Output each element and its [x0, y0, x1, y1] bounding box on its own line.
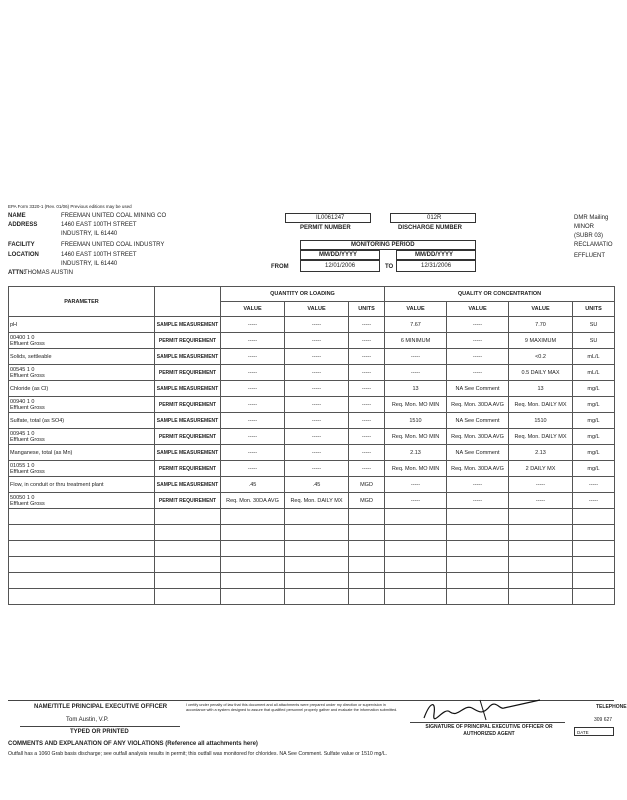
permittee-address2: INDUSTRY, IL 61440 — [61, 231, 118, 237]
measurement-cell: ----- — [285, 317, 349, 333]
sample-measurement-label: SAMPLE MEASUREMENT — [155, 317, 221, 333]
parameter-location: Effluent Gross — [10, 500, 45, 507]
parameter-name: Manganese, total (as Mn) — [9, 445, 155, 461]
measurement-cell: ----- — [447, 477, 509, 493]
blank-cell — [349, 589, 385, 605]
blank-cell — [349, 525, 385, 541]
requirement-cell: ----- — [349, 397, 385, 413]
signature-image — [420, 696, 560, 722]
blank-row — [9, 525, 615, 541]
blank-row — [9, 589, 615, 605]
table-row — [9, 397, 615, 413]
measurement-cell: mg/L — [573, 445, 615, 461]
address-label: ADDRESS — [8, 222, 38, 228]
facility-name: FREEMAN UNITED COAL INDUSTRY — [61, 242, 165, 248]
table-row — [9, 333, 615, 349]
facility-label: FACILITY — [8, 242, 35, 248]
table-row — [9, 381, 615, 397]
blank-cell — [447, 525, 509, 541]
parameter-code: 01055 1 0 — [10, 462, 35, 469]
blank-cell — [221, 525, 285, 541]
blank-cell — [385, 589, 447, 605]
parameter-location: Effluent Gross — [10, 468, 45, 475]
parameter-code: 00545 1 0 — [10, 366, 35, 373]
requirement-cell: ----- — [285, 461, 349, 477]
officer-label: NAME/TITLE PRINCIPAL EXECUTIVE OFFICER — [34, 704, 168, 710]
table-row — [9, 429, 615, 445]
monitoring-period-title: MONITORING PERIOD — [351, 242, 415, 248]
blank-cell — [349, 573, 385, 589]
comments-text: Outfall has a 1060 Grab basis discharge; see outfall analysis results in permit; this outfall was monitored for chlorides. NA See Comment. Sulfate value or 1510 mg/L. — [8, 751, 388, 757]
blank-cell — [573, 541, 615, 557]
requirement-cell: ----- — [349, 365, 385, 381]
permit-requirement-label: PERMIT REQUIREMENT — [155, 461, 221, 477]
blank-cell — [509, 557, 573, 573]
requirement-cell: ----- — [285, 365, 349, 381]
permit-number-box — [285, 213, 371, 223]
parameter-code-cell — [9, 461, 155, 477]
table-body — [9, 317, 615, 605]
to-date-box — [396, 260, 476, 272]
measurement-cell: 7.67 — [385, 317, 447, 333]
measurement-cell: ----- — [221, 317, 285, 333]
blank-cell — [155, 589, 221, 605]
requirement-cell: Req. Mon. DAILY MX — [285, 493, 349, 509]
measurement-cell: ----- — [221, 381, 285, 397]
certification-text: I certify under penalty of law that this document and all attachments were prepared under my direction or supervision in accordance with a system designed to assure that qualified personnel properly gather and evaluate the information submitted. — [186, 703, 398, 712]
measurement-cell: mg/L — [573, 381, 615, 397]
blank-cell — [9, 573, 155, 589]
sample-measurement-label: SAMPLE MEASUREMENT — [155, 413, 221, 429]
requirement-cell: ----- — [285, 429, 349, 445]
table-row — [9, 413, 615, 429]
blank-cell — [385, 557, 447, 573]
measurement-cell: ----- — [349, 445, 385, 461]
blank-cell — [155, 573, 221, 589]
signature-line — [410, 722, 565, 723]
requirement-cell: ----- — [447, 365, 509, 381]
blank-cell — [285, 541, 349, 557]
permit-number: IL0061247 — [316, 215, 345, 221]
blank-cell — [285, 557, 349, 573]
requirement-cell: ----- — [447, 333, 509, 349]
signature-label: SIGNATURE OF PRINCIPAL EXECUTIVE OFFICER OR AUTHORIZED AGENT — [425, 724, 553, 737]
blank-cell — [221, 509, 285, 525]
blank-cell — [385, 541, 447, 557]
measurement-cell: ----- — [385, 349, 447, 365]
blank-row — [9, 573, 615, 589]
blank-cell — [447, 573, 509, 589]
permit-number-label: PERMIT NUMBER — [300, 225, 351, 231]
parameter-location: Effluent Gross — [10, 340, 45, 347]
blank-cell — [573, 525, 615, 541]
blank-cell — [447, 589, 509, 605]
parameter-location: Effluent Gross — [10, 404, 45, 411]
requirement-cell: ----- — [221, 397, 285, 413]
measurement-cell: ----- — [285, 413, 349, 429]
measurement-cell: NA See Comment — [447, 445, 509, 461]
blank-cell — [509, 509, 573, 525]
blank-cell — [447, 509, 509, 525]
header-qty-units: UNITS — [349, 302, 385, 317]
blank-cell — [155, 509, 221, 525]
parameter-code: 00945 1 0 — [10, 430, 35, 437]
blank-cell — [221, 573, 285, 589]
measurement-cell: 13 — [509, 381, 573, 397]
header-quantity: QUANTITY OR LOADING — [221, 287, 385, 302]
location-label: LOCATION — [8, 252, 39, 258]
measurement-cell: ----- — [221, 349, 285, 365]
table-row — [9, 317, 615, 333]
name-label: NAME — [8, 213, 26, 219]
blank-cell — [349, 541, 385, 557]
blank-cell — [509, 589, 573, 605]
from-date: 12/01/2006 — [325, 263, 356, 269]
requirement-cell: 0.5 DAILY MAX — [509, 365, 573, 381]
measurement-cell: 1510 — [509, 413, 573, 429]
header-qual-units: UNITS — [573, 302, 615, 317]
from-format: MM/DD/YYYY — [319, 252, 358, 258]
blank-cell — [9, 541, 155, 557]
requirement-cell: Req. Mon. 30DA AVG — [447, 429, 509, 445]
blank-cell — [285, 573, 349, 589]
comments-label: COMMENTS AND EXPLANATION OF ANY VIOLATIONS (Reference all attachments here) — [8, 741, 258, 747]
date-box — [574, 727, 614, 736]
discharge-number-box — [390, 213, 476, 223]
measurement-cell: ----- — [573, 477, 615, 493]
blank-cell — [385, 509, 447, 525]
blank-cell — [221, 541, 285, 557]
permit-requirement-label: PERMIT REQUIREMENT — [155, 333, 221, 349]
from-format-box — [300, 250, 380, 260]
blank-cell — [573, 557, 615, 573]
blank-cell — [573, 589, 615, 605]
header-qty-value-1: VALUE — [221, 302, 285, 317]
from-date-box — [300, 260, 380, 272]
blank-cell — [9, 509, 155, 525]
requirement-cell: ----- — [285, 397, 349, 413]
sample-measurement-label: SAMPLE MEASUREMENT — [155, 477, 221, 493]
right-info-1: DMR Mailing — [574, 215, 609, 221]
blank-cell — [573, 573, 615, 589]
blank-cell — [221, 557, 285, 573]
right-info-5: EFFLUENT — [574, 253, 606, 259]
measurement-cell: ----- — [221, 445, 285, 461]
measurement-cell: ----- — [285, 445, 349, 461]
officer-line — [20, 726, 180, 727]
measurement-cell: mg/L — [573, 413, 615, 429]
blank-cell — [509, 541, 573, 557]
requirement-cell: Req. Mon. 30DA AVG — [447, 461, 509, 477]
blank-cell — [509, 525, 573, 541]
measurement-cell: ----- — [349, 413, 385, 429]
blank-cell — [155, 541, 221, 557]
measurement-cell: ----- — [509, 477, 573, 493]
sample-measurement-label: SAMPLE MEASUREMENT — [155, 349, 221, 365]
parameter-code: 50050 1 0 — [10, 494, 35, 501]
telephone-label: TELEPHONE — [596, 704, 627, 710]
blank-cell — [447, 541, 509, 557]
parameter-location: Effluent Gross — [10, 436, 45, 443]
officer-name: Tom Austin, V.P. — [66, 717, 109, 723]
blank-cell — [9, 557, 155, 573]
requirement-cell: Req. Mon. MO MIN — [385, 461, 447, 477]
attn-name: THOMAS AUSTIN — [24, 270, 74, 276]
requirement-cell: Req. Mon. 30DA AVG — [447, 397, 509, 413]
table-row — [9, 477, 615, 493]
parameter-code-cell — [9, 397, 155, 413]
measurement-cell: 1510 — [385, 413, 447, 429]
header-qual-value-3: VALUE — [509, 302, 573, 317]
requirement-cell: ----- — [221, 429, 285, 445]
measurement-cell: ----- — [385, 477, 447, 493]
permit-requirement-label: PERMIT REQUIREMENT — [155, 493, 221, 509]
requirement-cell: ----- — [385, 493, 447, 509]
measurement-cell: ----- — [447, 349, 509, 365]
requirement-cell: ----- — [349, 333, 385, 349]
parameter-code-cell — [9, 493, 155, 509]
blank-cell — [9, 525, 155, 541]
to-label: TO — [385, 264, 394, 270]
requirement-cell: mg/L — [573, 397, 615, 413]
requirement-cell: 2 DAILY MX — [509, 461, 573, 477]
blank-cell — [285, 509, 349, 525]
measurement-cell: NA See Comment — [447, 381, 509, 397]
requirement-cell: 9 MAXIMUM — [509, 333, 573, 349]
requirement-cell: SU — [573, 333, 615, 349]
requirement-cell: ----- — [385, 365, 447, 381]
measurement-cell: ----- — [349, 317, 385, 333]
measurement-cell: 2.13 — [509, 445, 573, 461]
parameter-code-cell — [9, 429, 155, 445]
requirement-cell: ----- — [221, 333, 285, 349]
right-info-4: RECLAMATIO — [574, 242, 613, 248]
measurement-cell: SU — [573, 317, 615, 333]
blank-cell — [509, 573, 573, 589]
measurement-cell: NA See Comment — [447, 413, 509, 429]
header-qty-value-2: VALUE — [285, 302, 349, 317]
blank-cell — [349, 509, 385, 525]
permit-requirement-label: PERMIT REQUIREMENT — [155, 365, 221, 381]
measurement-cell: ----- — [447, 317, 509, 333]
monitoring-period-title-box — [300, 240, 476, 250]
blank-cell — [9, 589, 155, 605]
permit-requirement-label: PERMIT REQUIREMENT — [155, 397, 221, 413]
parameter-code-cell — [9, 365, 155, 381]
blank-row — [9, 541, 615, 557]
measurement-cell: 13 — [385, 381, 447, 397]
attn-label: ATTN: — [8, 270, 26, 276]
to-format-box — [396, 250, 476, 260]
table-row — [9, 445, 615, 461]
right-info-2: MINOR — [574, 224, 594, 230]
parameter-code: 00940 1 0 — [10, 398, 35, 405]
permittee-address1: 1460 EAST 100TH STREET — [61, 222, 137, 228]
to-format: MM/DD/YYYY — [415, 252, 454, 258]
header-qual-value-1: VALUE — [385, 302, 447, 317]
table-row — [9, 461, 615, 477]
header-parameter: PARAMETER — [9, 287, 155, 317]
measurement-cell: ----- — [285, 349, 349, 365]
blank-row — [9, 557, 615, 573]
blank-cell — [573, 509, 615, 525]
requirement-cell: mL/L — [573, 365, 615, 381]
location-line1: 1460 EAST 100TH STREET — [61, 252, 137, 258]
parameter-name: Chloride (as Cl) — [9, 381, 155, 397]
table-row — [9, 365, 615, 381]
requirement-cell: Req. Mon. DAILY MX — [509, 429, 573, 445]
requirement-cell: 6 MINIMUM — [385, 333, 447, 349]
requirement-cell: mg/L — [573, 461, 615, 477]
measurement-cell: ----- — [221, 413, 285, 429]
requirement-cell: ----- — [573, 493, 615, 509]
blank-cell — [385, 573, 447, 589]
header-blank — [155, 287, 221, 317]
blank-cell — [385, 525, 447, 541]
requirement-cell: ----- — [349, 461, 385, 477]
measurement-cell: 7.70 — [509, 317, 573, 333]
phone-number: 309 627 — [594, 717, 613, 723]
measurement-cell: <0.2 — [509, 349, 573, 365]
measurement-cell: ----- — [349, 381, 385, 397]
measurement-cell: 2.13 — [385, 445, 447, 461]
measurement-cell: .45 — [221, 477, 285, 493]
requirement-cell: ----- — [447, 493, 509, 509]
measurement-cell: ----- — [285, 381, 349, 397]
right-info-3: (SUBR 03) — [574, 233, 604, 239]
blank-cell — [447, 557, 509, 573]
parameter-name: Flow, in conduit or thru treatment plant — [9, 477, 155, 493]
permittee-name: FREEMAN UNITED COAL MINING CO — [61, 213, 167, 219]
from-label: FROM — [271, 264, 289, 270]
dmr-table — [8, 286, 615, 605]
parameter-name: Solids, settleable — [9, 349, 155, 365]
requirement-cell: ----- — [221, 461, 285, 477]
date-label: DATE — [577, 730, 589, 735]
parameter-code-cell — [9, 333, 155, 349]
measurement-cell: .45 — [285, 477, 349, 493]
header-quality: QUALITY OR CONCENTRATION — [385, 287, 615, 302]
discharge-number-label: DISCHARGE NUMBER — [398, 225, 463, 231]
to-date: 12/31/2006 — [421, 263, 452, 269]
parameter-location: Effluent Gross — [10, 372, 45, 379]
requirement-cell: MGD — [349, 493, 385, 509]
permit-requirement-label: PERMIT REQUIREMENT — [155, 429, 221, 445]
typed-label: TYPED OR PRINTED — [70, 729, 129, 735]
blank-cell — [285, 525, 349, 541]
header-qual-value-2: VALUE — [447, 302, 509, 317]
requirement-cell: ----- — [221, 365, 285, 381]
parameter-name: pH — [9, 317, 155, 333]
discharge-number: 012R — [427, 215, 442, 221]
table-row — [9, 349, 615, 365]
sample-measurement-label: SAMPLE MEASUREMENT — [155, 381, 221, 397]
form-header: EPA Form 3320-1 (Rev. 01/06) Previous editions may be used — [8, 204, 132, 209]
requirement-cell: mg/L — [573, 429, 615, 445]
requirement-cell: Req. Mon. MO MIN — [385, 429, 447, 445]
measurement-cell: ----- — [349, 349, 385, 365]
requirement-cell: Req. Mon. 30DA AVG — [221, 493, 285, 509]
requirement-cell: Req. Mon. MO MIN — [385, 397, 447, 413]
blank-cell — [155, 557, 221, 573]
parameter-code: 00400 1 0 — [10, 334, 35, 341]
table-row — [9, 493, 615, 509]
measurement-cell: MGD — [349, 477, 385, 493]
parameter-name: Sulfate, total (as SO4) — [9, 413, 155, 429]
measurement-cell: mL/L — [573, 349, 615, 365]
blank-cell — [285, 589, 349, 605]
requirement-cell: ----- — [509, 493, 573, 509]
blank-row — [9, 509, 615, 525]
blank-cell — [221, 589, 285, 605]
location-line2: INDUSTRY, IL 61440 — [61, 261, 118, 267]
requirement-cell: ----- — [349, 429, 385, 445]
blank-cell — [155, 525, 221, 541]
requirement-cell: ----- — [285, 333, 349, 349]
blank-cell — [349, 557, 385, 573]
requirement-cell: Req. Mon. DAILY MX — [509, 397, 573, 413]
sample-measurement-label: SAMPLE MEASUREMENT — [155, 445, 221, 461]
